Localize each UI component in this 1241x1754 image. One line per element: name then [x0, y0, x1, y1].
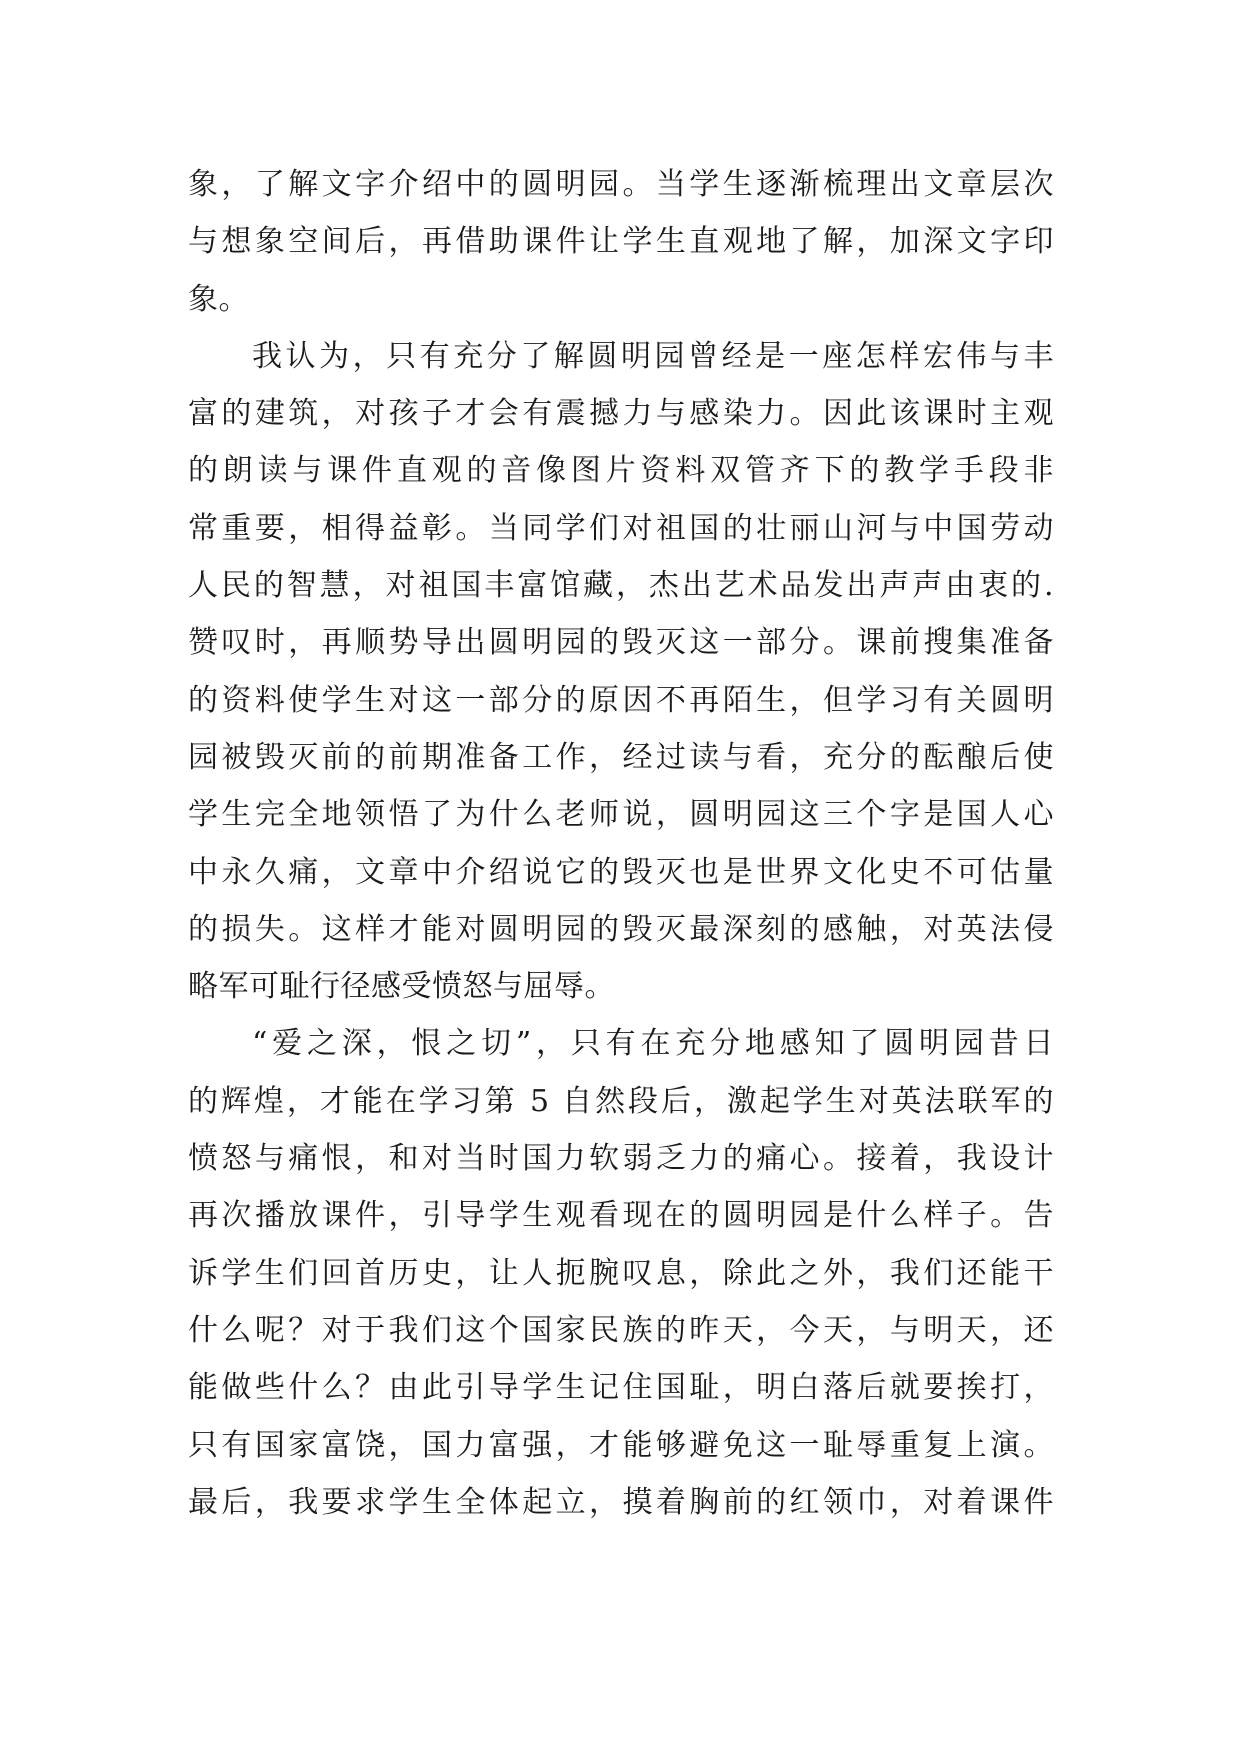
- body-text: [188, 156, 1054, 1531]
- text-line: 常重要，相得益彰。当同学们对祖国的壮丽山河与中国劳动: [188, 510, 1054, 546]
- text-line: “爱之深，恨之切”，只有在充分地感知了圆明园昔日: [252, 1026, 1054, 1062]
- text-line: 的辉煌，才能在学习第 5 自然段后，激起学生对英法联军的: [188, 1083, 1054, 1119]
- text-line: 再次播放课件，引导学生观看现在的圆明园是什么样子。告: [188, 1198, 1054, 1234]
- text-line: 的朗读与课件直观的音像图片资料双管齐下的教学手段非: [188, 453, 1054, 489]
- text-line: 诉学生们回首历史，让人扼腕叹息，除此之外，我们还能干: [188, 1255, 1054, 1291]
- text-line: 赞叹时，再顺势导出圆明园的毁灭这一部分。课前搜集准备: [188, 625, 1054, 661]
- text-line: 学生完全地领悟了为什么老师说，圆明园这三个字是国人心: [188, 797, 1054, 833]
- text-line: 与想象空间后，再借助课件让学生直观地了解，加深文字印: [188, 224, 1054, 260]
- text-line: 愤怒与痛恨，和对当时国力软弱乏力的痛心。接着，我设计: [188, 1141, 1054, 1177]
- text-line: 的资料使学生对这一部分的原因不再陌生，但学习有关圆明: [188, 682, 1054, 718]
- text-line: 只有国家富饶，国力富强，才能够避免这一耻辱重复上演。: [188, 1427, 1054, 1463]
- text-line: 什么呢？对于我们这个国家民族的昨天，今天，与明天，还: [188, 1312, 1054, 1348]
- text-line: 人民的智慧，对祖国丰富馆藏，杰出艺术品发出声声由衷的.: [188, 568, 1054, 604]
- text-line: 最后，我要求学生全体起立，摸着胸前的红领巾，对着课件: [188, 1484, 1054, 1520]
- text-line: 象，了解文字介绍中的圆明园。当学生逐渐梳理出文章层次: [188, 167, 1054, 202]
- text-line: 的损失。这样才能对圆明园的毁灭最深刻的感触，对英法侵: [188, 911, 1054, 947]
- text-line: 能做些什么？由此引导学生记住国耻，明白落后就要挨打，: [188, 1370, 1054, 1406]
- text-line: 中永久痛，文章中介绍说它的毁灭也是世界文化史不可估量: [188, 854, 1054, 890]
- text-line: 我认为，只有充分了解圆明园曾经是一座怎样宏伟与丰: [252, 338, 1054, 374]
- text-line: 富的建筑，对孩子才会有震撼力与感染力。因此该课时主观: [188, 396, 1054, 432]
- text-line: 园被毁灭前的前期准备工作，经过读与看，充分的酝酿后使: [188, 739, 1054, 775]
- text-line: 象。: [188, 281, 249, 317]
- text-line: 略军可耻行径感受愤怒与屈辱。: [188, 969, 615, 1005]
